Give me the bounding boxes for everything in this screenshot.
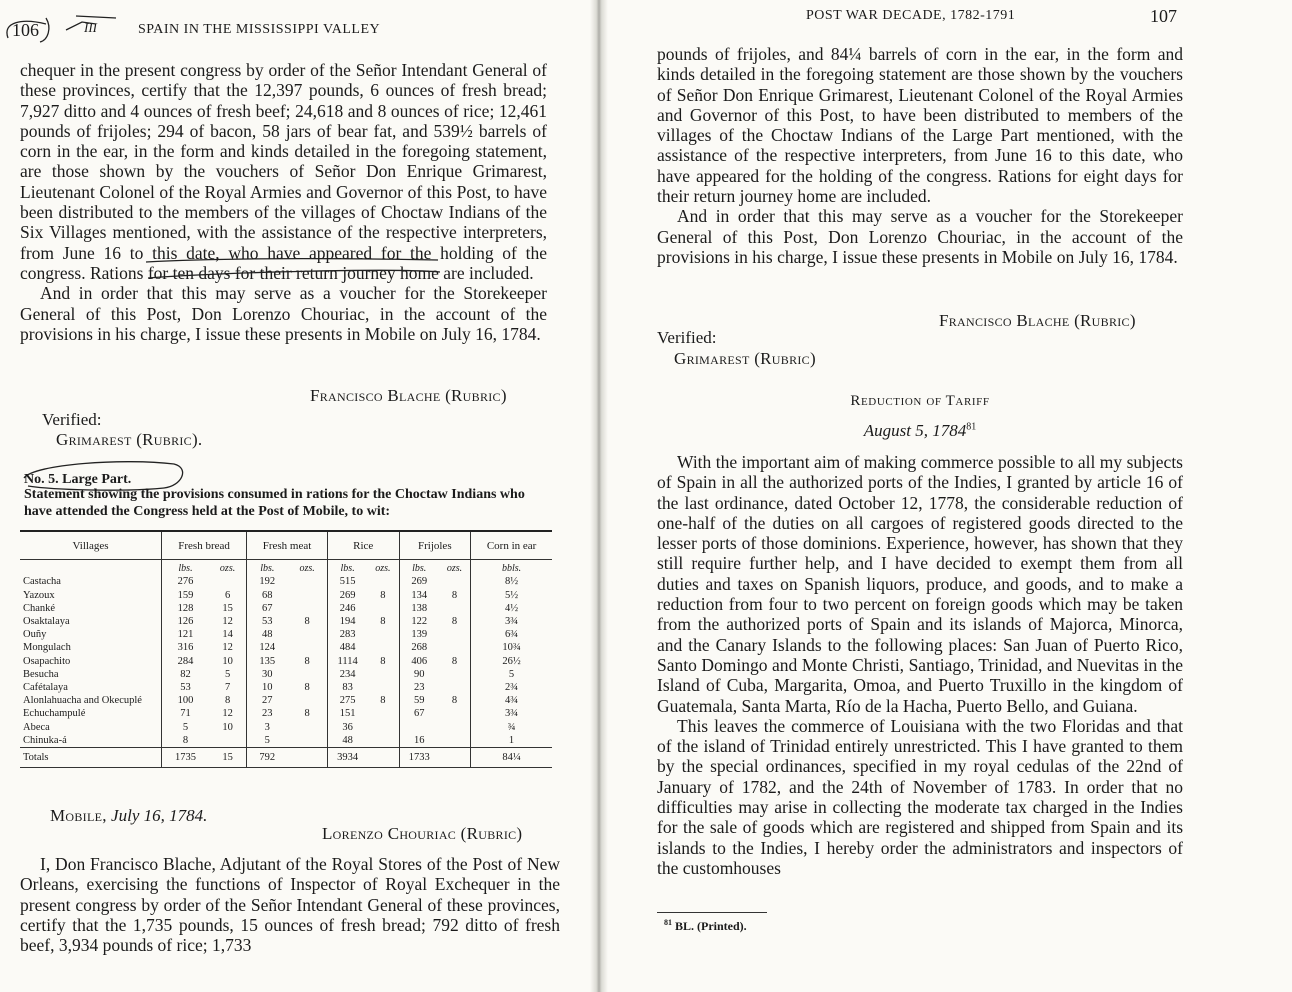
table-row	[20, 707, 552, 720]
table-cell: 515	[327, 575, 367, 588]
table-row	[20, 615, 552, 628]
table-cell: 48	[247, 628, 288, 641]
table-cell: 8	[304, 708, 310, 720]
unit-label: ozs.	[375, 563, 391, 575]
village-name: Yazoux	[23, 589, 55, 601]
table-cell	[209, 734, 247, 748]
table-cell: 124	[247, 641, 288, 654]
table-cell: 53	[247, 615, 288, 628]
verified-label: Verified:	[657, 328, 717, 347]
table-cell	[367, 628, 399, 641]
table-row	[20, 641, 552, 654]
table-cell: 10	[247, 681, 288, 694]
totals-label: Totals	[20, 748, 162, 768]
signature: Francisco Blache (Rubric)	[939, 311, 1136, 330]
verified-label: Verified:	[42, 410, 102, 429]
table-cell: 269	[399, 575, 439, 588]
table-cell: 5	[162, 721, 210, 734]
table-cell	[287, 641, 327, 654]
unit-label: ozs.	[219, 563, 236, 575]
table-cell	[439, 575, 471, 588]
table-cell: 23	[247, 707, 288, 720]
statement-text: Statement showing the provisions consumed in rations for the Choctaw Indians who have attended the Congress held at the Post of Mobile, to wit:	[24, 487, 525, 519]
table-cell: 126	[162, 615, 210, 628]
table-cell: 1	[471, 734, 552, 748]
table-cell	[367, 668, 399, 681]
table-cell: 5½	[471, 589, 552, 602]
table-cell: 67	[247, 602, 288, 615]
village-name: Osapachito	[23, 655, 71, 667]
unit-label: lbs.	[327, 560, 367, 576]
footnote-rule	[657, 912, 767, 913]
table-cell: 7	[224, 682, 231, 694]
table-cell: 8	[162, 734, 210, 748]
table-cell: 8	[304, 616, 310, 628]
total-cell: 15	[209, 748, 247, 768]
table-cell: ¾	[471, 721, 552, 734]
total-cell: 792	[247, 748, 288, 768]
table-cell: 59	[399, 694, 439, 707]
table-cell: 8	[304, 655, 310, 667]
table-cell: 23	[399, 681, 439, 694]
total-cell	[439, 748, 471, 768]
table-cell: 3	[247, 721, 288, 734]
table-cell: 12	[222, 642, 233, 654]
village-name: Cafétalaya	[23, 682, 68, 694]
provisions-table	[20, 530, 552, 768]
table-header-row	[20, 531, 552, 560]
table-cell: 8	[380, 616, 386, 628]
unit-label: lbs.	[247, 560, 288, 576]
total-cell: 3934	[327, 748, 367, 768]
date-label: July 16, 1784.	[111, 806, 208, 825]
body-text	[20, 854, 560, 955]
table-cell: 8	[451, 695, 458, 707]
table-cell: 6	[224, 589, 231, 601]
table-cell: 484	[327, 641, 367, 654]
table-cell	[287, 668, 327, 681]
place-label: Mobile,	[50, 806, 107, 825]
table-cell: 5	[471, 668, 552, 681]
place-date	[50, 806, 207, 826]
running-head: SPAIN IN THE MISSISSIPPI VALLEY	[138, 22, 381, 37]
table-row	[20, 694, 552, 707]
table-cell: 71	[162, 707, 210, 720]
table-cell	[287, 721, 327, 734]
table-cell	[367, 707, 399, 720]
total-cell	[287, 748, 327, 768]
paragraph: And in order that this may serve as a voucher for the Storekeeper General of this Post, Don Lorenzo Chouriac, in the account of the provisions in his charge, I issue these presents in Mobile on July 16, 1784.	[657, 206, 1183, 267]
table-cell: 8	[380, 655, 386, 667]
table-cell	[367, 681, 399, 694]
running-head: POST WAR DECADE, 1782-1791	[806, 8, 1016, 23]
paragraph: With the important aim of making commerce possible to all my subjects of Spain in all the authorized ports of the Indies, I granted by article 16 of the last ordinance, dated October 12, 1778, the considerable reduction of one-half of the duties on all cargoes of registered goods directed to the lesser ports of those dominions. Experience, however, has shown that they still require further help, and I have decided to exempt them from all duties and taxes on Spanish liquors, produce, and goods, and to make a reduction from four to two percent on foreign goods which may be taken from the authorized ports of Spain and its islands of Majorca, Minorca, and the Canary Islands to the following places: San Juan of Puerto Rico, Santo Domingo and Monte Christi, Santiago, Trinidad, and Nuevitas in the Island of Cuba, Margarita, Omoa, and Puerto Truxillo in the kingdom of Guatemala, Santa Marta, Río de la Hacha, Puerto Bello, and Guiana.	[657, 452, 1183, 716]
table-cell	[367, 721, 399, 734]
table-cell: 100	[162, 694, 210, 707]
footnote-text: BL. (Printed).	[675, 919, 747, 933]
table-cell	[367, 641, 399, 654]
column-header: Frijoles	[399, 531, 471, 560]
table-cell: 283	[327, 628, 367, 641]
statement-label: No. 5. Large Part.	[24, 472, 132, 487]
table-cell	[439, 707, 471, 720]
table-cell: 128	[162, 602, 210, 615]
table-cell: 138	[399, 602, 439, 615]
paragraph: I, Don Francisco Blache, Adjutant of the Royal Stores of the Post of New Orleans, exercising the functions of Inspector of Royal Exchequer in the present congress by order of the Señor Intendant General of these provinces, certify that the 1,735 pounds, 15 ounces of fresh bread; 792 ditto of fresh beef, 3,934 pounds of rice; 1,733	[20, 854, 560, 956]
body-text	[657, 44, 1183, 267]
village-name: Chanké	[23, 602, 56, 614]
table-cell	[287, 734, 327, 748]
table-cell: 4½	[471, 602, 552, 615]
table-cell: 53	[162, 681, 210, 694]
unit-label: lbs.	[399, 560, 439, 576]
table-cell: 83	[327, 681, 367, 694]
table-cell: 268	[399, 641, 439, 654]
table-cell: 68	[247, 589, 288, 602]
left-page	[0, 0, 592, 992]
table-cell: 3¾	[471, 707, 552, 720]
margin-note: III	[84, 20, 97, 35]
table-cell: 10	[222, 721, 233, 733]
table-cell: 6¾	[471, 628, 552, 641]
table-cell	[399, 721, 439, 734]
table-cell: 246	[327, 602, 367, 615]
body-text	[20, 60, 547, 344]
table-cell: 284	[162, 655, 210, 668]
village-name: Osaktalaya	[23, 616, 70, 628]
table-cell: 8	[451, 589, 458, 601]
table-cell: 276	[162, 575, 210, 588]
total-cell: 84¼	[471, 748, 552, 768]
footnote-ref: 81	[966, 421, 977, 433]
village-name: Castacha	[23, 576, 61, 588]
table-cell: 2¾	[471, 681, 552, 694]
signature: Lorenzo Chouriac (Rubric)	[322, 824, 523, 843]
total-cell: 1733	[399, 748, 439, 768]
village-name: Alonlahuacha and Okecuplé	[23, 695, 142, 707]
village-name: Chinuka-á	[23, 734, 67, 746]
table-cell: 8	[451, 655, 458, 667]
signature: Francisco Blache (Rubric)	[310, 386, 507, 405]
footnote	[664, 918, 747, 934]
total-cell: 1735	[162, 748, 210, 768]
table-cell: 27	[247, 694, 288, 707]
paragraph: pounds of frijoles, and 84¼ barrels of corn in the ear, in the form and kinds detailed in the foregoing statement are those shown by the vouchers of Señor Don Enrique Grimarest, Lieutenant Colonel of the Royal Armies and Governor of this Post, to have been distributed to members of the villages of the Choctaw Indians of the Large Part mentioned, with the assistance of the respective interpreters, from June 16 to this date, who have appeared for the holding of the congress. Rations for eight days for their return journey home are included.	[657, 44, 1183, 207]
table-cell: 10	[222, 655, 233, 667]
table-cell: 8	[380, 695, 386, 707]
column-header: Fresh bread	[162, 531, 247, 560]
page-number: 106	[12, 20, 39, 40]
table-cell: 134	[399, 589, 439, 602]
column-header: Villages	[20, 531, 162, 560]
table-row	[20, 681, 552, 694]
table-row	[20, 628, 552, 641]
table-cell: 14	[222, 629, 233, 641]
total-cell	[367, 748, 399, 768]
paragraph: This leaves the commerce of Louisiana with the two Floridas and that of the island of Trinidad entirely unrestricted. This I have granted to them by the special ordinances, specified in my royal cedulas of the 22nd of January of 1782, and the 24th of November of 1783. In order that no difficulties may arise in collecting the moderate tax charged in the Indies for the sale of goods which are registered and shipped from Spain and its islands to the Indies, I hereby order the administrators and inspectors of the customhouses	[657, 715, 1183, 878]
table-cell	[287, 628, 327, 641]
table-cell: 269	[327, 589, 367, 602]
table-cell: 8	[451, 616, 458, 628]
table-cell: 5	[247, 734, 288, 748]
table-cell: 234	[327, 668, 367, 681]
handwritten-underline	[140, 248, 550, 288]
table-cell: 90	[399, 668, 439, 681]
verifier-signature: Grimarest (Rubric).	[56, 430, 203, 449]
table-cell	[367, 575, 399, 588]
footnote-number: 81	[664, 918, 672, 927]
table-cell	[439, 668, 471, 681]
table-cell	[287, 589, 327, 602]
table-cell: 121	[162, 628, 210, 641]
village-name: Echuchampulé	[23, 708, 86, 720]
table-cell: 26½	[471, 655, 552, 668]
table-cell	[439, 721, 471, 734]
table-row	[20, 589, 552, 602]
totals-row	[20, 748, 552, 768]
table-cell: 12	[222, 708, 233, 720]
unit-label: ozs.	[299, 563, 315, 575]
table-row	[20, 575, 552, 588]
table-row	[20, 668, 552, 681]
column-header: Fresh meat	[247, 531, 328, 560]
table-cell: 12	[222, 616, 233, 628]
table-cell: 159	[162, 589, 210, 602]
table-cell	[439, 602, 471, 615]
table-cell	[287, 602, 327, 615]
units-spacer	[20, 560, 162, 576]
table-cell	[367, 734, 399, 748]
table-cell: 139	[399, 628, 439, 641]
unit-label: bbls.	[471, 560, 552, 576]
table-cell	[367, 602, 399, 615]
section-heading: Reduction of Tariff	[850, 393, 990, 409]
table-cell	[287, 575, 327, 588]
unit-label: lbs.	[162, 560, 210, 576]
table-cell: 151	[327, 707, 367, 720]
table-cell	[209, 575, 247, 588]
table-cell: 8	[380, 589, 386, 601]
table-cell: 1114	[327, 655, 367, 668]
table-cell	[287, 694, 327, 707]
table-cell: 8	[224, 695, 231, 707]
verifier-signature: Grimarest (Rubric)	[674, 349, 816, 368]
section-date	[602, 421, 1238, 441]
village-name: Ouñy	[23, 629, 47, 641]
paragraph: chequer in the present congress by order of the Señor Intendant General of these provinces, certify that the 12,397 pounds, 6 ounces of fresh bread; 7,927 ditto and 4 ounces of fresh beef; 24,618 and 8 ounces of rice; 12,461 pounds of frijoles; 294 of bacon, 58 jars of bear fat, and 539½ barrels of corn in the ear, in the form and kinds detailed in the foregoing statement, are those shown by the vouchers of Señor Don Enrique Grimarest, Lieutenant Colonel of the Royal Armies and Governor of this Post, to have been distributed to the members of the villages of Choctaw Indians of the Six Villages mentioned, with the assistance of the respective interpreters, from June 16 to this date, who have appeared for the holding of the congress. Rations for ten days for their return journey home are included.	[20, 60, 547, 283]
village-name: Besucha	[23, 668, 59, 680]
table-cell: 8	[304, 682, 310, 694]
date-text: August 5, 1784	[863, 421, 967, 440]
table-cell	[439, 734, 471, 748]
units-row	[20, 560, 552, 576]
table-cell: 8½	[471, 575, 552, 588]
column-header: Corn in ear	[471, 531, 552, 560]
table-row	[20, 721, 552, 734]
unit-label: ozs.	[446, 563, 463, 575]
table-cell: 4¾	[471, 694, 552, 707]
village-name: Mongulach	[23, 642, 71, 654]
table-cell: 15	[222, 602, 233, 614]
table-cell: 316	[162, 641, 210, 654]
table-cell: 3¾	[471, 615, 552, 628]
table-cell	[439, 681, 471, 694]
table-cell: 48	[327, 734, 367, 748]
table-cell: 67	[399, 707, 439, 720]
table-cell: 275	[327, 694, 367, 707]
table-cell: 192	[247, 575, 288, 588]
paragraph: And in order that this may serve as a voucher for the Storekeeper General of this Post, Don Lorenzo Chouriac, in the account of the provisions in his charge, I issue these presents in Mobile on July 16, 1784.	[20, 283, 547, 344]
village-name: Abeca	[23, 721, 50, 733]
table-cell	[439, 641, 471, 654]
page-number: 107	[1150, 6, 1177, 26]
table-cell: 5	[224, 668, 231, 680]
table-cell: 36	[327, 721, 367, 734]
table-row	[20, 655, 552, 668]
right-page	[602, 0, 1292, 992]
table-cell: 82	[162, 668, 210, 681]
table-cell: 194	[327, 615, 367, 628]
table-cell	[439, 628, 471, 641]
table-cell: 122	[399, 615, 439, 628]
table-row	[20, 734, 552, 748]
body-text	[657, 452, 1183, 878]
table-cell: 16	[399, 734, 439, 748]
table-cell: 406	[399, 655, 439, 668]
table-cell: 30	[247, 668, 288, 681]
table-row	[20, 602, 552, 615]
table-cell: 135	[247, 655, 288, 668]
column-header: Rice	[327, 531, 399, 560]
table-cell: 10¾	[471, 641, 552, 654]
